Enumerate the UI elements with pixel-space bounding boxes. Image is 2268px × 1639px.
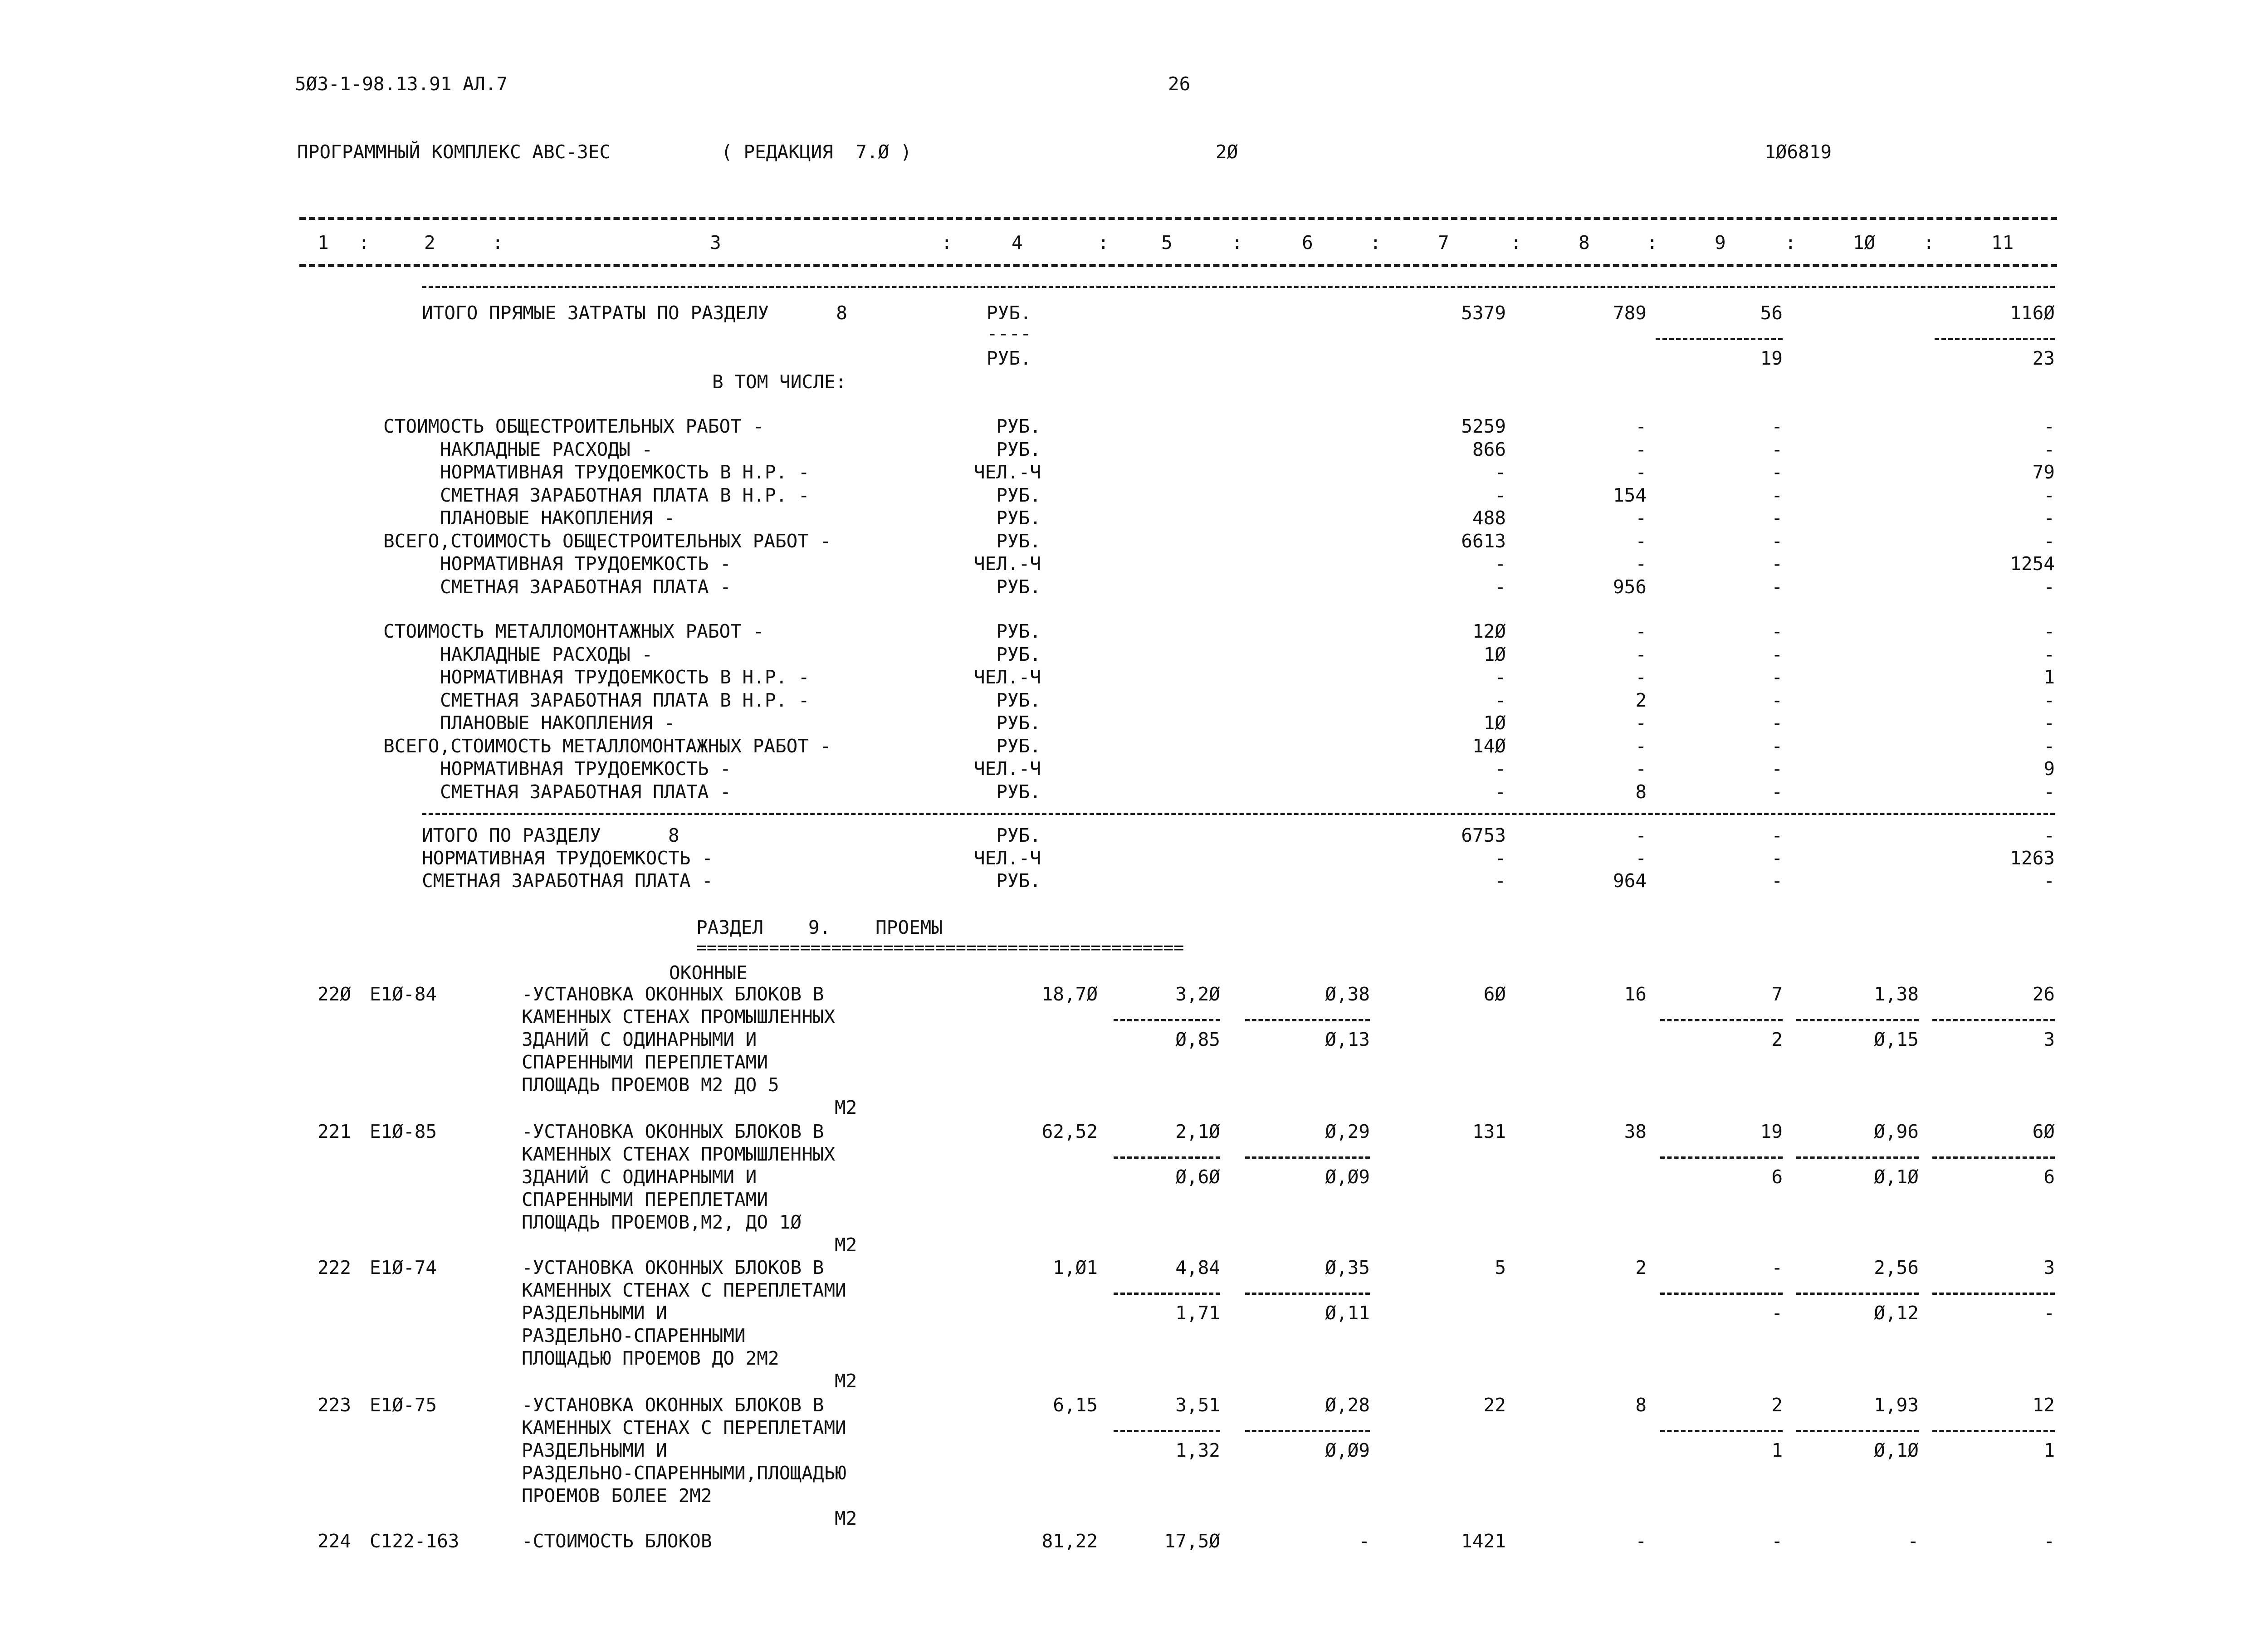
row-c9: - [1771, 735, 1783, 757]
item-c7: 1421 [1461, 1530, 1506, 1552]
section-title: РАЗДЕЛ 9. ПРОЕМЫ [696, 917, 943, 938]
item-c7: 6Ø [1483, 983, 1506, 1005]
row-c11: - [2043, 507, 2055, 529]
row-c11: 9 [2043, 758, 2055, 780]
column-header-5: 5 [1161, 232, 1173, 254]
item-c9: 7 [1771, 983, 1783, 1005]
item-code: Е1Ø-75 [370, 1394, 437, 1416]
item-c9b: 1 [1771, 1439, 1783, 1461]
summary-label: ИТОГО ПРЯМЫЕ ЗАТРАТЫ ПО РАЗДЕЛУ 8 [422, 302, 847, 324]
row-unit: ЧЕЛ.-Ч [973, 758, 1041, 780]
row-c8: 2 [1635, 689, 1647, 711]
item-c10: 2,56 [1874, 1257, 1919, 1278]
column-separator: : [1647, 232, 1658, 254]
total-c7: - [1495, 847, 1506, 869]
row-c9: - [1771, 576, 1783, 598]
item-rule-c9 [1660, 1019, 1783, 1021]
item-rule-c6 [1245, 1156, 1370, 1159]
summary-c9: 56 [1760, 302, 1783, 324]
row-c11: 1 [2043, 666, 2055, 688]
row-c11: 1254 [2010, 553, 2055, 575]
row-unit: РУБ. [996, 415, 1041, 437]
item-rule-c5 [1114, 1293, 1220, 1295]
row-c7: 5259 [1461, 415, 1506, 437]
total-c11: - [2043, 824, 2055, 846]
item-c9b: 2 [1771, 1029, 1783, 1050]
row-c8: - [1635, 507, 1647, 529]
item-c5b: 1,71 [1175, 1302, 1220, 1324]
row-c9: - [1771, 666, 1783, 688]
item-description-line: ЗДАНИЙ С ОДИНАРНЫМИ И [522, 1166, 757, 1188]
item-c4: 62,52 [1041, 1121, 1098, 1142]
item-rule-c10 [1796, 1019, 1919, 1021]
item-c7: 5 [1495, 1257, 1506, 1278]
row-unit: РУБ. [996, 780, 1041, 803]
item-c5: 3,2Ø [1175, 983, 1220, 1005]
rule-section-total [422, 813, 2055, 815]
item-number: 221 [318, 1121, 352, 1142]
item-c4: 81,22 [1041, 1530, 1098, 1552]
item-c6: Ø,35 [1325, 1257, 1370, 1278]
item-description-line: -СТОИМОСТЬ БЛОКОВ [522, 1530, 712, 1552]
item-c6: Ø,38 [1325, 983, 1370, 1005]
item-c8: 38 [1624, 1121, 1647, 1142]
rule-section-top [422, 286, 2055, 288]
row-c9: - [1771, 415, 1783, 437]
item-description-line: КАМЕННЫХ СТЕНАХ С ПЕРЕПЛЕТАМИ [522, 1417, 846, 1439]
item-number: 222 [318, 1257, 352, 1278]
row-label: ПЛАНОВЫЕ НАКОПЛЕНИЯ - [440, 712, 675, 734]
item-description-line: ПРОЕМОВ БОЛЕЕ 2М2 [522, 1485, 712, 1507]
row-unit: РУБ. [996, 576, 1041, 598]
row-c8: - [1635, 553, 1647, 575]
item-description-line: -УСТАНОВКА ОКОННЫХ БЛОКОВ В [522, 1121, 824, 1142]
item-description-line: ПЛОЩАДЬ ПРОЕМОВ М2 ДО 5 [522, 1074, 779, 1096]
row-label: ВСЕГО,СТОИМОСТЬ МЕТАЛЛОМОНТАЖНЫХ РАБОТ - [383, 735, 831, 757]
item-c6b: Ø,Ø9 [1325, 1439, 1370, 1461]
row-c7: 488 [1472, 507, 1506, 529]
item-c5: 4,84 [1175, 1257, 1220, 1278]
item-unit: М2 [835, 1234, 857, 1256]
item-c9: - [1771, 1257, 1783, 1278]
row-c7: - [1495, 689, 1506, 711]
summary-c9b: 19 [1760, 347, 1783, 369]
column-separator: : [1785, 232, 1796, 254]
item-description-line: РАЗДЕЛЬНО-СПАРЕННЫМИ [522, 1325, 746, 1346]
row-c11: - [2043, 780, 2055, 803]
row-unit: РУБ. [996, 530, 1041, 552]
row-c11: - [2043, 643, 2055, 665]
item-code: Е1Ø-74 [370, 1257, 437, 1278]
item-description-line: -УСТАНОВКА ОКОННЫХ БЛОКОВ В [522, 983, 824, 1005]
row-c9: - [1771, 643, 1783, 665]
item-c9: 19 [1760, 1121, 1783, 1142]
item-unit: М2 [835, 1370, 857, 1392]
rule-top [299, 217, 2057, 220]
row-unit: РУБ. [996, 507, 1041, 529]
item-c8: 8 [1635, 1394, 1647, 1416]
item-rule-c10 [1796, 1293, 1919, 1295]
row-c8: - [1635, 620, 1647, 642]
row-unit: ЧЕЛ.-Ч [973, 553, 1041, 575]
row-c9: - [1771, 507, 1783, 529]
row-label: НОРМАТИВНАЯ ТРУДОЕМКОСТЬ В Н.Р. - [440, 666, 810, 688]
item-c6: - [1359, 1530, 1370, 1552]
item-description-line: РАЗДЕЛЬНО-СПАРЕННЫМИ,ПЛОЩАДЬЮ [522, 1462, 846, 1484]
total-c9: - [1771, 824, 1783, 846]
summary-c11: 116Ø [2010, 302, 2055, 324]
row-unit: РУБ. [996, 484, 1041, 506]
row-label: НАКЛАДНЫЕ РАСХОДЫ - [440, 643, 653, 665]
item-c8: 16 [1624, 983, 1647, 1005]
item-c11b: - [2043, 1302, 2055, 1324]
item-number: 224 [318, 1530, 352, 1552]
item-c11: 6Ø [2032, 1121, 2055, 1142]
row-c7: 866 [1472, 438, 1506, 460]
rule-header-bottom [299, 264, 2057, 267]
item-description-line: КАМЕННЫХ СТЕНАХ С ПЕРЕПЛЕТАМИ [522, 1279, 846, 1301]
item-code: Е1Ø-85 [370, 1121, 437, 1142]
item-c10b: Ø,1Ø [1874, 1439, 1919, 1461]
column-header-11: 11 [1991, 232, 2014, 254]
row-label: НОРМАТИВНАЯ ТРУДОЕМКОСТЬ - [440, 553, 731, 575]
item-c4: 6,15 [1053, 1394, 1098, 1416]
item-c6: Ø,28 [1325, 1394, 1370, 1416]
item-c10b: Ø,15 [1874, 1029, 1919, 1050]
row-c11: - [2043, 620, 2055, 642]
item-c11: - [2043, 1530, 2055, 1552]
summary-unit-2: РУБ. [987, 347, 1031, 369]
item-c6b: Ø,13 [1325, 1029, 1370, 1050]
item-c10b: Ø,1Ø [1874, 1166, 1919, 1188]
row-c9: - [1771, 484, 1783, 506]
row-label: НОРМАТИВНАЯ ТРУДОЕМКОСТЬ - [440, 758, 731, 780]
item-number: 22Ø [318, 983, 352, 1005]
row-label: НОРМАТИВНАЯ ТРУДОЕМКОСТЬ В Н.Р. - [440, 461, 810, 483]
item-rule-c11 [1932, 1019, 2055, 1021]
item-c6b: Ø,11 [1325, 1302, 1370, 1324]
row-c8: - [1635, 461, 1647, 483]
item-c5b: Ø,85 [1175, 1029, 1220, 1050]
item-c9: - [1771, 1530, 1783, 1552]
row-c11: - [2043, 438, 2055, 460]
row-c11: - [2043, 530, 2055, 552]
row-label: СМЕТНАЯ ЗАРАБОТНАЯ ПЛАТА - [440, 576, 731, 598]
column-header-1Ø: 1Ø [1853, 232, 1876, 254]
item-c8: 2 [1635, 1257, 1647, 1278]
item-description-line: СПАРЕННЫМИ ПЕРЕПЛЕТАМИ [522, 1051, 768, 1073]
item-c5: 3,51 [1175, 1394, 1220, 1416]
number-right: 1Ø6819 [1765, 141, 1832, 163]
item-description-line: КАМЕННЫХ СТЕНАХ ПРОМЫШЛЕННЫХ [522, 1143, 836, 1165]
row-c7: 14Ø [1472, 735, 1506, 757]
item-code: С122-163 [370, 1530, 459, 1552]
item-c4: 18,7Ø [1041, 983, 1098, 1005]
item-code: Е1Ø-84 [370, 983, 437, 1005]
item-unit: М2 [835, 1507, 857, 1529]
number-mid: 2Ø [1216, 141, 1238, 163]
column-header-1: 1 [318, 232, 329, 254]
row-c7: - [1495, 461, 1506, 483]
row-c8: 8 [1635, 780, 1647, 803]
summary-rule-c9 [1656, 338, 1783, 340]
row-c9: - [1771, 461, 1783, 483]
item-c4: 1,Ø1 [1053, 1257, 1098, 1278]
row-c7: - [1495, 758, 1506, 780]
row-unit: ЧЕЛ.-Ч [973, 666, 1041, 688]
total-c9: - [1771, 870, 1783, 892]
item-c10: Ø,96 [1874, 1121, 1919, 1142]
total-c9: - [1771, 847, 1783, 869]
item-c7: 22 [1483, 1394, 1506, 1416]
summary-c7: 5379 [1461, 302, 1506, 324]
item-unit: М2 [835, 1097, 857, 1118]
column-header-6: 6 [1302, 232, 1313, 254]
item-c11b: 6 [2043, 1166, 2055, 1188]
row-c8: 956 [1613, 576, 1647, 598]
column-header-2: 2 [424, 232, 435, 254]
section-underline: =============================================== [696, 937, 1184, 957]
row-c11: - [2043, 689, 2055, 711]
item-rule-c6 [1245, 1430, 1370, 1432]
row-c11: 79 [2032, 461, 2055, 483]
row-label: СМЕТНАЯ ЗАРАБОТНАЯ ПЛАТА - [440, 780, 731, 803]
row-label: СМЕТНАЯ ЗАРАБОТНАЯ ПЛАТА В Н.Р. - [440, 484, 810, 506]
row-unit: РУБ. [996, 643, 1041, 665]
row-c7: 1Ø [1483, 712, 1506, 734]
row-c9: - [1771, 712, 1783, 734]
item-rule-c11 [1932, 1156, 2055, 1159]
total-unit: РУБ. [996, 824, 1041, 846]
row-c7: - [1495, 576, 1506, 598]
total-c7: 6753 [1461, 824, 1506, 846]
section-subtitle: ОКОННЫЕ [669, 962, 748, 984]
item-rule-c9 [1660, 1293, 1783, 1295]
column-separator: : [358, 232, 370, 254]
item-description-line: -УСТАНОВКА ОКОННЫХ БЛОКОВ В [522, 1394, 824, 1416]
column-header-9: 9 [1715, 232, 1726, 254]
item-rule-c6 [1245, 1019, 1370, 1021]
edition: ( РЕДАКЦИЯ 7.Ø ) [721, 141, 912, 163]
total-label: НОРМАТИВНАЯ ТРУДОЕМКОСТЬ - [422, 847, 713, 869]
row-c8: - [1635, 643, 1647, 665]
column-separator: : [941, 232, 953, 254]
item-c9b: 6 [1771, 1166, 1783, 1188]
row-unit: РУБ. [996, 689, 1041, 711]
item-description-line: ПЛОЩАДЬЮ ПРОЕМОВ ДО 2М2 [522, 1347, 779, 1369]
summary-c8: 789 [1613, 302, 1647, 324]
row-c7: 6613 [1461, 530, 1506, 552]
item-c11: 12 [2032, 1394, 2055, 1416]
item-c10: - [1907, 1530, 1919, 1552]
summary-unit: РУБ. [987, 302, 1031, 324]
row-c7: - [1495, 484, 1506, 506]
item-c10: 1,38 [1874, 983, 1919, 1005]
item-c10: 1,93 [1874, 1394, 1919, 1416]
row-c9: - [1771, 438, 1783, 460]
column-separator: : [1232, 232, 1243, 254]
item-c11: 26 [2032, 983, 2055, 1005]
row-unit: РУБ. [996, 620, 1041, 642]
item-c5b: Ø,6Ø [1175, 1166, 1220, 1188]
item-c6: Ø,29 [1325, 1121, 1370, 1142]
item-rule-c11 [1932, 1293, 2055, 1295]
total-c8: - [1635, 824, 1647, 846]
item-c6b: Ø,Ø9 [1325, 1166, 1370, 1188]
summary-c11b: 23 [2032, 347, 2055, 369]
row-c8: - [1635, 530, 1647, 552]
row-c11: - [2043, 576, 2055, 598]
item-rule-c9 [1660, 1430, 1783, 1432]
item-c9: 2 [1771, 1394, 1783, 1416]
item-rule-c11 [1932, 1430, 2055, 1432]
total-c8: 964 [1613, 870, 1647, 892]
row-label: СТОИМОСТЬ ОБЩЕСТРОИТЕЛЬНЫХ РАБОТ - [383, 415, 764, 437]
summary-dashes: ---- [987, 322, 1031, 344]
row-c7: - [1495, 553, 1506, 575]
total-unit: РУБ. [996, 870, 1041, 892]
column-separator: : [1510, 232, 1522, 254]
item-description-line: РАЗДЕЛЬНЫМИ И [522, 1439, 667, 1461]
column-header-8: 8 [1579, 232, 1590, 254]
item-description-line: -УСТАНОВКА ОКОННЫХ БЛОКОВ В [522, 1257, 824, 1278]
row-c8: 154 [1613, 484, 1647, 506]
item-c9b: - [1771, 1302, 1783, 1324]
row-c7: 12Ø [1472, 620, 1506, 642]
row-c11: - [2043, 735, 2055, 757]
summary-rule-c11 [1935, 338, 2055, 340]
row-c9: - [1771, 553, 1783, 575]
row-c7: 1Ø [1483, 643, 1506, 665]
column-separator: : [492, 232, 503, 254]
item-rule-c5 [1114, 1430, 1220, 1432]
row-c8: - [1635, 666, 1647, 688]
item-description-line: ЗДАНИЙ С ОДИНАРНЫМИ И [522, 1029, 757, 1050]
item-number: 223 [318, 1394, 352, 1416]
item-c5: 2,1Ø [1175, 1121, 1220, 1142]
row-label: ПЛАНОВЫЕ НАКОПЛЕНИЯ - [440, 507, 675, 529]
total-unit: ЧЕЛ.-Ч [973, 847, 1041, 869]
page-number: 26 [1168, 73, 1191, 95]
row-c9: - [1771, 689, 1783, 711]
column-separator: : [1370, 232, 1381, 254]
column-header-7: 7 [1438, 232, 1449, 254]
item-rule-c5 [1114, 1156, 1220, 1159]
row-c9: - [1771, 620, 1783, 642]
row-c7: - [1495, 666, 1506, 688]
column-header-4: 4 [1012, 232, 1023, 254]
item-description-line: СПАРЕННЫМИ ПЕРЕПЛЕТАМИ [522, 1189, 768, 1210]
column-separator: : [1923, 232, 1935, 254]
item-rule-c9 [1660, 1156, 1783, 1159]
item-description-line: КАМЕННЫХ СТЕНАХ ПРОМЫШЛЕННЫХ [522, 1006, 836, 1028]
including-label: В ТОМ ЧИСЛЕ: [712, 371, 847, 393]
program-name: ПРОГРАММНЫЙ КОМПЛЕКС АВС-ЗЕС [297, 141, 611, 163]
item-rule-c6 [1245, 1293, 1370, 1295]
column-header-3: 3 [710, 232, 721, 254]
column-separator: : [1098, 232, 1109, 254]
total-label: СМЕТНАЯ ЗАРАБОТНАЯ ПЛАТА - [422, 870, 713, 892]
row-c8: - [1635, 415, 1647, 437]
row-c11: - [2043, 484, 2055, 506]
row-c7: - [1495, 780, 1506, 803]
total-c11: - [2043, 870, 2055, 892]
item-description-line: ПЛОЩАДЬ ПРОЕМОВ,М2, ДО 1Ø [522, 1211, 802, 1233]
row-c11: - [2043, 712, 2055, 734]
row-c11: - [2043, 415, 2055, 437]
item-rule-c5 [1114, 1019, 1220, 1021]
row-label: СМЕТНАЯ ЗАРАБОТНАЯ ПЛАТА В Н.Р. - [440, 689, 810, 711]
item-c11b: 3 [2043, 1029, 2055, 1050]
item-c11b: 1 [2043, 1439, 2055, 1461]
row-c8: - [1635, 758, 1647, 780]
item-rule-c10 [1796, 1156, 1919, 1159]
total-label: ИТОГО ПО РАЗДЕЛУ 8 [422, 824, 679, 846]
row-c8: - [1635, 438, 1647, 460]
row-unit: РУБ. [996, 735, 1041, 757]
row-label: НАКЛАДНЫЕ РАСХОДЫ - [440, 438, 653, 460]
row-c8: - [1635, 735, 1647, 757]
doc-code: 5Ø3-1-98.13.91 АЛ.7 [295, 73, 508, 95]
row-unit: РУБ. [996, 712, 1041, 734]
total-c7: - [1495, 870, 1506, 892]
total-c8: - [1635, 847, 1647, 869]
row-unit: ЧЕЛ.-Ч [973, 461, 1041, 483]
item-rule-c10 [1796, 1430, 1919, 1432]
row-label: ВСЕГО,СТОИМОСТЬ ОБЩЕСТРОИТЕЛЬНЫХ РАБОТ - [383, 530, 831, 552]
row-c8: - [1635, 712, 1647, 734]
row-unit: РУБ. [996, 438, 1041, 460]
item-c8: - [1635, 1530, 1647, 1552]
item-c7: 131 [1472, 1121, 1506, 1142]
item-c5b: 1,32 [1175, 1439, 1220, 1461]
row-c9: - [1771, 758, 1783, 780]
item-c10b: Ø,12 [1874, 1302, 1919, 1324]
item-c5: 17,5Ø [1164, 1530, 1220, 1552]
row-label: СТОИМОСТЬ МЕТАЛЛОМОНТАЖНЫХ РАБОТ - [383, 620, 764, 642]
row-c9: - [1771, 780, 1783, 803]
item-description-line: РАЗДЕЛЬНЫМИ И [522, 1302, 667, 1324]
item-c11: 3 [2043, 1257, 2055, 1278]
row-c9: - [1771, 530, 1783, 552]
total-c11: 1263 [2010, 847, 2055, 869]
